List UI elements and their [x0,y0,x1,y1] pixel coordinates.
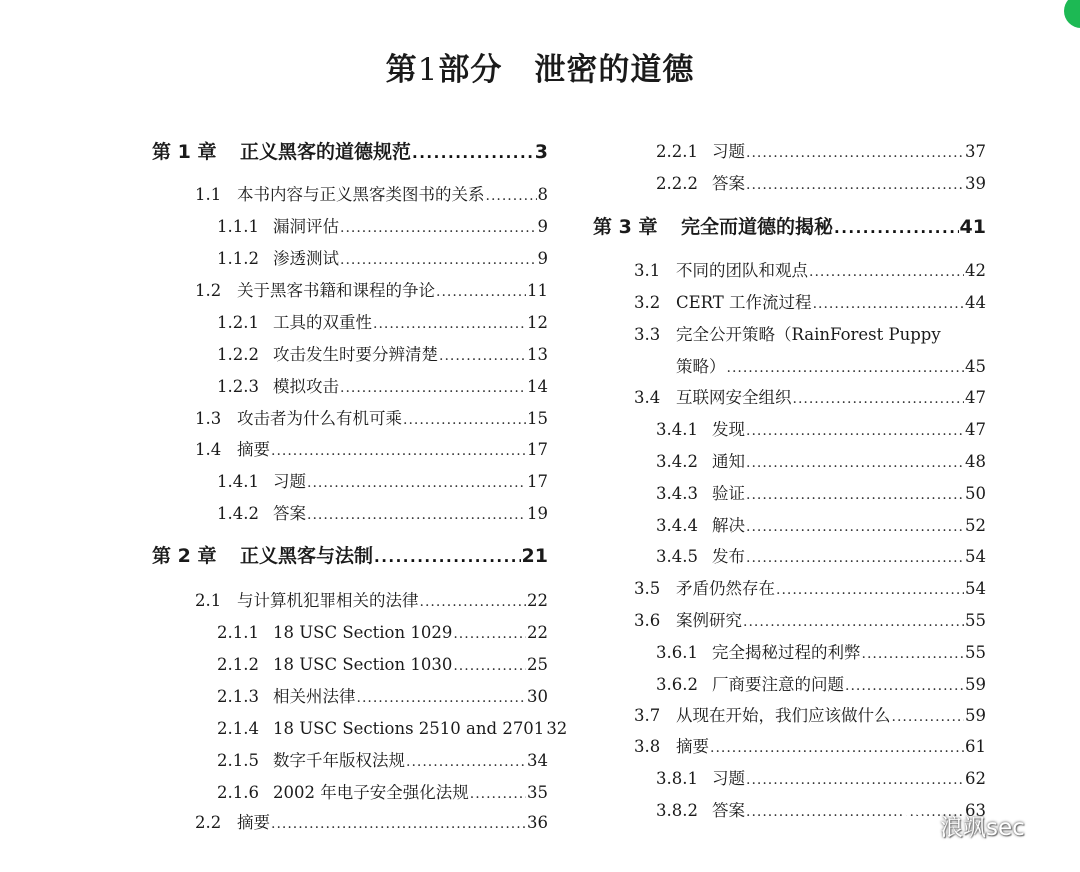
toc-entry-number: 1.2.1 [217,313,259,332]
toc-dot-leader [406,749,526,775]
toc-subsection-entry [217,246,548,272]
toc-entry-title: 本书内容与正义黑客类图书的关系 [237,185,485,204]
toc-entry-title: 习题 [712,142,745,161]
toc-dot-leader [727,355,965,381]
toc-subsection-entry [656,171,986,197]
toc-entry-title: 发现 [712,420,745,439]
toc-subsection-entry [656,513,986,539]
toc-page-number: 21 [521,545,548,567]
toc-entry-number: 第 3 章 [593,216,658,238]
toc-entry-title: 发布 [712,547,745,566]
toc-entry-title: 摘要 [237,813,270,832]
toc-page-number: 22 [527,591,548,610]
toc-page-number: 54 [965,579,986,598]
toc-subsection-entry [217,652,548,678]
toc-page-number: 11 [527,281,548,300]
toc-entry-title: 不同的团队和观点 [676,261,808,280]
toc-section-entry [195,810,548,836]
toc-page-number: 54 [965,547,986,566]
part-title: 第1部分 泄密的道德 [385,52,695,88]
toc-section-entry [634,608,986,634]
toc-subsection-entry [656,481,986,507]
watermark [900,808,1025,842]
toc-entry-number: 1.2 [195,281,222,300]
toc-subsection-entry [217,780,548,806]
toc-entry-title: 习题 [273,472,306,491]
toc-entry-title: 厂商要注意的问题 [712,675,844,694]
toc-subsection-entry [656,417,986,443]
toc-page-number: 9 [537,217,548,236]
toc-entry-title: 渗透测试 [273,249,339,268]
toc-section-entry [634,576,986,602]
toc-page-number: 45 [965,357,986,376]
toc-chapter-entry [152,137,548,167]
toc-entry-title: 18 USC Sections 2510 and 2701 [273,719,545,738]
toc-entry-number: 2.2 [195,813,222,832]
toc-entry-title: 解决 [712,516,745,535]
toc-dot-leader [746,482,964,508]
toc-entry-title: 通知 [712,452,745,471]
toc-entry-title: 正义黑客的道德规范 [240,141,412,163]
toc-subsection-entry [656,449,986,475]
toc-section-entry [195,588,548,614]
toc-page-number: 15 [527,409,548,428]
toc-entry-number: 3.4 [634,388,661,407]
toc-entry-number: 3.6.2 [656,675,698,694]
toc-page-number: 52 [965,516,986,535]
toc-page-number: 8 [537,185,548,204]
toc-page-number: 41 [959,216,986,238]
toc-page-number: 12 [527,313,548,332]
toc-page-number: 32 [546,719,568,738]
toc-entry-number: 2.2.2 [656,174,698,193]
toc-entry-title: 答案 [712,801,745,820]
toc-dot-leader [746,514,964,540]
toc-section-entry [634,290,986,316]
toc-dot-leader [746,172,964,198]
toc-page-number: 17 [527,440,548,459]
toc-entry-title: 正义黑客与法制 [240,545,374,567]
toc-subsection-entry [217,501,548,527]
toc-page-number: 14 [527,377,548,396]
toc-entry-number: 2.1.6 [217,783,259,802]
toc-dot-leader [746,140,964,166]
toc-entry-title: 策略） [676,357,726,376]
wechat-icon [900,811,934,839]
toc-page-number: 59 [965,675,986,694]
toc-page-number: 62 [965,769,986,788]
toc-subsection-entry [217,748,548,774]
toc-section-entry [195,437,548,463]
toc-entry-number: 2.1.3 [217,687,259,706]
toc-dot-leader [340,215,537,241]
toc-section-entry [634,734,986,760]
toc-entry-number: 1.2.2 [217,345,259,364]
toc-entry-title: 答案 [712,174,745,193]
toc-page-number: 22 [527,623,548,642]
toc-entry-title: 完全公开策略（RainForest Puppy [676,325,941,344]
toc-section-entry [634,703,986,729]
toc-page-number: 47 [965,388,986,407]
toc-dot-leader [453,621,526,647]
toc-subsection-entry [217,342,548,368]
toc-page-number: 17 [527,472,548,491]
toc-dot-leader [357,685,527,711]
toc-entry-number: 3.4.4 [656,516,698,535]
toc-page-number: 19 [527,504,548,523]
toc-section-entry [195,278,548,304]
toc-chapter-entry [593,212,986,242]
toc-page-number: 25 [527,655,548,674]
toc-entry-number: 2.1.4 [217,719,259,738]
toc-dot-leader [746,545,964,571]
toc-page-number: 35 [527,783,548,802]
toc-dot-leader [307,502,526,528]
toc-section-entry [634,385,986,411]
toc-subsection-entry [656,672,986,698]
toc-entry-title: 攻击者为什么有机可乘 [237,409,402,428]
toc-entry-title: 从现在开始，我们应该做什么 [676,706,891,725]
toc-page-number: 9 [537,249,548,268]
toc-entry-title: 关于黑客书籍和课程的争论 [237,281,435,300]
toc-dot-leader [439,343,526,369]
toc-subsection-entry [217,469,548,495]
toc-page-number: 47 [965,420,986,439]
toc-dot-leader [743,609,964,635]
toc-page-number: 61 [965,737,986,756]
toc-dot-leader [412,138,534,168]
toc-dot-leader [746,418,964,444]
toc-entry-title: 摘要 [237,440,270,459]
toc-entry-number: 2.2.1 [656,142,698,161]
toc-subsection-entry [217,620,548,646]
toc-entry-title: 数字千年版权法规 [273,751,405,770]
toc-page-number: 55 [965,611,986,630]
toc-dot-leader [340,247,537,273]
toc-dot-leader [271,811,526,837]
toc-page-number: 36 [527,813,548,832]
toc-dot-leader [746,767,964,793]
toc-entry-number: 2.1.1 [217,623,259,642]
toc-chapter-entry [152,541,548,571]
toc-entry-title: 验证 [712,484,745,503]
toc-entry-number: 1.4 [195,440,222,459]
toc-dot-leader [420,589,527,615]
toc-entry-title: 2002 年电子安全强化法规 [273,783,469,802]
toc-entry-number: 3.1 [634,261,661,280]
toc-entry-title: 答案 [273,504,306,523]
toc-dot-leader [374,542,521,572]
toc-section-entry [634,322,986,348]
toc-dot-leader [486,183,537,209]
toc-entry-title: 摘要 [676,737,709,756]
toc-entry-number: 1.1.2 [217,249,259,268]
toc-subsection-entry [676,354,986,380]
toc-dot-leader [892,704,965,730]
toc-entry-title: 与计算机犯罪相关的法律 [237,591,419,610]
toc-section-entry [195,182,548,208]
toc-entry-number: 3.6 [634,611,661,630]
toc-dot-leader [809,259,964,285]
toc-page-number: 59 [965,706,986,725]
toc-entry-number: 2.1 [195,591,222,610]
toc-subsection-entry [656,766,986,792]
toc-entry-number: 1.4.2 [217,504,259,523]
toc-entry-title: CERT 工作流过程 [676,293,812,312]
toc-subsection-entry [217,310,548,336]
toc-entry-number: 3.5 [634,579,661,598]
toc-dot-leader [746,450,964,476]
watermark-text: 浪飒sec [940,814,1025,841]
toc-entry-title: 工具的双重性 [273,313,372,332]
toc-entry-title: 18 USC Section 1029 [273,623,453,642]
toc-page-number: 48 [965,452,986,471]
toc-entry-number: 2.1.5 [217,751,259,770]
toc-dot-leader [862,641,965,667]
toc-dot-leader [845,673,964,699]
toc-section-entry [195,406,548,432]
toc-entry-number: 1.4.1 [217,472,259,491]
toc-dot-leader [834,213,959,243]
toc-page-number: 39 [965,174,986,193]
toc-entry-title: 18 USC Section 1030 [273,655,453,674]
toc-entry-title: 漏洞评估 [273,217,339,236]
toc-dot-leader [813,291,964,317]
toc-entry-number: 3.3 [634,325,661,344]
toc-entry-number: 1.1.1 [217,217,259,236]
toc-entry-number: 3.8 [634,737,661,756]
toc-entry-number: 3.4.1 [656,420,698,439]
toc-page-number: 55 [965,643,986,662]
toc-entry-title: 矛盾仍然存在 [676,579,775,598]
toc-entry-number: 2.1.2 [217,655,259,674]
toc-subsection-entry [217,716,568,742]
toc-entry-number: 1.1 [195,185,222,204]
toc-subsection-entry [217,374,548,400]
toc-subsection-entry [656,139,986,165]
toc-dot-leader [271,438,526,464]
toc-entry-number: 3.2 [634,293,661,312]
toc-dot-leader [373,311,526,337]
toc-entry-title: 互联网安全组织 [676,388,792,407]
toc-dot-leader [340,375,526,401]
toc-entry-number: 第 1 章 [152,141,217,163]
toc-dot-leader [403,407,526,433]
toc-page-number: 34 [527,751,548,770]
toc-page-number: 63 [965,801,986,820]
toc-entry-number: 3.7 [634,706,661,725]
toc-page-number: 13 [527,345,548,364]
toc-entry-title: 完全揭秘过程的利弊 [712,643,861,662]
toc-dot-leader [793,386,965,412]
toc-page-number: 30 [527,687,548,706]
toc-entry-number: 第 2 章 [152,545,217,567]
toc-subsection-entry [656,544,986,570]
toc-entry-number: 3.4.2 [656,452,698,471]
toc-entry-title: 完全而道德的揭秘 [681,216,834,238]
toc-dot-leader [776,577,964,603]
toc-entry-number: 3.4.3 [656,484,698,503]
toc-dot-leader [436,279,526,305]
toc-subsection-entry [217,684,548,710]
toc-page-number: 3 [534,141,548,163]
toc-entry-title: 案例研究 [676,611,742,630]
toc-entry-number: 3.8.1 [656,769,698,788]
toc-entry-number: 1.3 [195,409,222,428]
toc-subsection-entry [656,640,986,666]
toc-dot-leader [307,470,526,496]
toc-entry-title: 模拟攻击 [273,377,339,396]
toc-dot-leader [710,735,964,761]
toc-entry-number: 3.4.5 [656,547,698,566]
toc-page-number: 37 [965,142,986,161]
toc-subsection-entry [217,214,548,240]
toc-entry-number: 3.6.1 [656,643,698,662]
toc-section-entry [634,258,986,284]
toc-entry-number: 1.2.3 [217,377,259,396]
toc-dot-leader [470,781,526,807]
toc-page-number: 42 [965,261,986,280]
toc-entry-title: 习题 [712,769,745,788]
toc-entry-title: 相关州法律 [273,687,356,706]
toc-page-number: 44 [965,293,986,312]
toc-entry-title: 攻击发生时要分辨清楚 [273,345,438,364]
toc-page-number: 50 [965,484,986,503]
toc-entry-number: 3.8.2 [656,801,698,820]
toc-dot-leader [453,653,526,679]
